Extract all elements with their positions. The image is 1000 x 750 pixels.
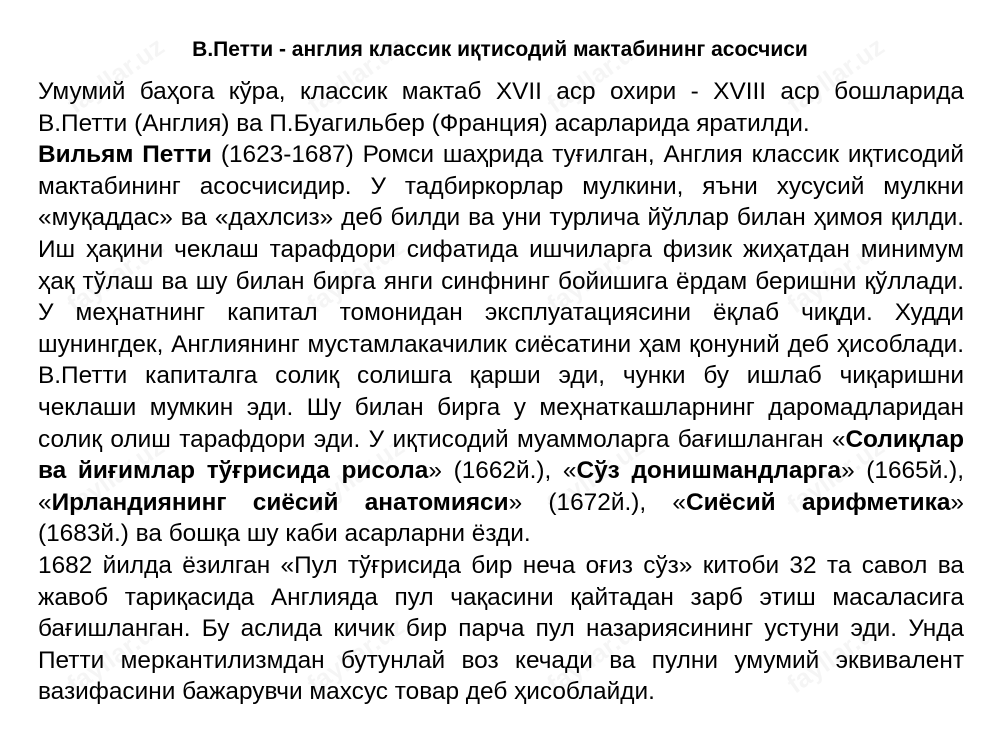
work-title: Сўз донишмандларга: [576, 457, 842, 485]
paragraph-text: » (1683й.) ва бошқа шу каби асарларни ёзди.: [38, 488, 964, 548]
paragraph-text: » (1672й.), «: [508, 488, 686, 516]
paragraph-text: (1623-1687) Ромси шаҳрида туғилган, Англия классик иқтисодий мактабининг асосчисидир. У тадбиркорлар мулкини, яъни хусусий мулкни «муқаддас» ва «дахлсиз» деб билди ва уни турлича йўллар билан ҳимоя қилди. Иш ҳақини чеклаш тарафдори сифатида ишчиларга физик жиҳатдан минимум ҳақ тўлаш ва шу билан бирга янги синфнинг бойишига ёрдам беришни қўллади. У меҳнатнинг капитал томонидан эксплуатациясини ёқлаб чиқди. Худди шунингдек, Англиянинг мустамлакачилик сиёсатини ҳам қонуний деб ҳисоблади. В.Петти капиталга солиқ солишга қарши эди, чунки бу ишлаб чиқаришни чеклаши мумкин эди. Шу билан бирга у меҳнаткашларнинг даромадларидан солиқ олиш тарафдори эди. У иқтисодий муаммоларга бағишланган «: [38, 141, 964, 453]
money-book-paragraph: 1682 йилда ёзилган «Пул тўғрисида бир неча оғиз сўз» китоби 32 та савол ва жавоб тариқасида Англияда пул чақасини қайтадан зарб этиш масаласига бағишланган. Бу аслида кичик бир парча пул назариясининг устуни эди. Унда Петти меркантилизмдан бутунлай воз кечади ва пулни умумий эквивалент вазифасини бажарувчи махсус товар деб ҳисоблайди.: [38, 551, 964, 706]
paragraph-text: » (1665й.), «: [38, 457, 964, 516]
work-title: Сиёсий арифметика: [685, 488, 951, 516]
intro-paragraph: Умумий баҳога кўра, классик мактаб XVII аср охири - XVIII аср бошларида В.Петти (Англия) ва П.Буагильбер (Франция) асарларида яратилди.: [38, 78, 964, 137]
work-title: Солиқлар ва йиғимлар тўғрисида рисола: [38, 425, 964, 485]
person-name: Вильям Петти: [38, 141, 212, 169]
work-title: Ирландиянинг сиёсий анатомияси: [51, 488, 509, 516]
slide-body: [38, 76, 964, 708]
paragraph-text: » (1662й.), «: [428, 457, 577, 485]
petty-biography-paragraph: [38, 139, 964, 550]
slide-title: В.Петти - англия классик иқтисодий мактабининг асосчиси: [192, 38, 808, 61]
